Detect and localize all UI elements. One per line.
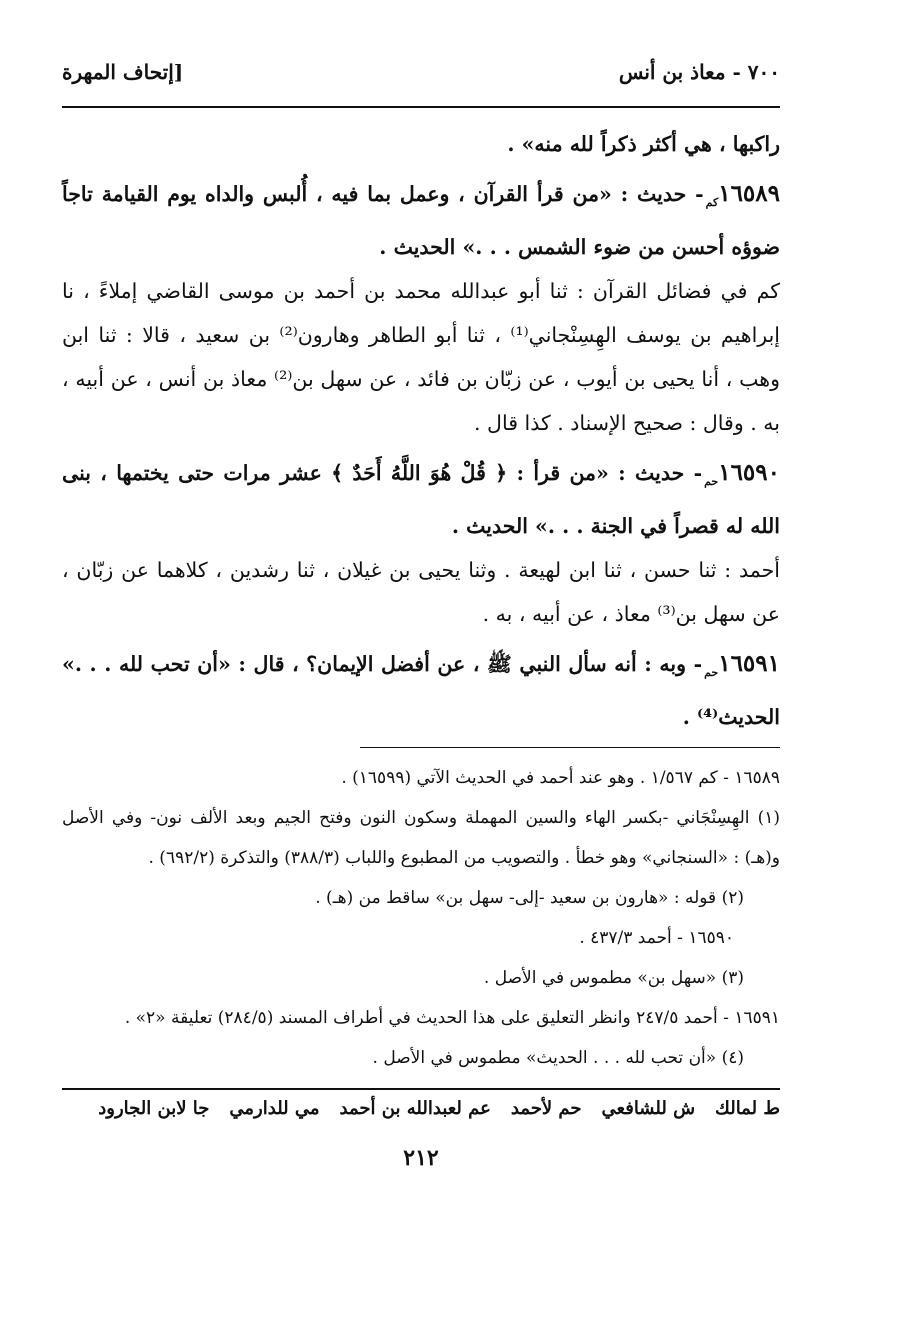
footnote: ١٦٥٩٠ - أحمد ٤٣٧/٣ .: [579, 928, 734, 949]
page-number: ٢١٢: [403, 1145, 439, 1172]
isnad-paragraph: كم في فضائل القرآن : ثنا أبو عبدالله محمد بن أحمد بن موسى القاضي إملاءً ، نا إبراهيم بن يوسف الهِسِنْجاني⁽¹⁾ ، ثنا أبو الطاهر وهارون⁽²⁾ بن سعيد ، قالا : ثنا ابن وهب ، أنا يحيى بن أيوب ، عن زبّان بن فائد ، عن سهل بن⁽²⁾ معاذ بن أنس ، عن أبيه ، به . وقال : صحيح الإسناد . كذا قال .: [62, 279, 780, 436]
hadith-text: - وبه : أنه سأل النبي ﷺ ، عن أفضل الإيمان؟ ، قال : «أن تحب لله . . .» الحديث⁽⁴⁾ .: [62, 652, 780, 730]
main-text: [62, 122, 780, 739]
abbreviation: ش للشافعي: [601, 1098, 696, 1120]
footnote: ١٦٥٨٩ - كم ١/٥٦٧ . وهو عند أحمد في الحديث الآتي (١٦٥٩٩) .: [341, 768, 780, 789]
abbreviation: حم لأحمد: [510, 1098, 582, 1120]
hadith-entry-16590: [62, 451, 780, 548]
running-header: [62, 60, 780, 108]
footnote: (٢) قوله : «هارون بن سعيد -إلى- سهل بن» ساقط من (هـ) .: [315, 888, 744, 909]
abbreviations-key: [62, 1090, 780, 1119]
source-siglum: حم: [704, 475, 719, 489]
hadith-entry-16589: [62, 172, 780, 269]
abbreviation: جا لابن الجارود: [98, 1098, 210, 1120]
header-book-title: [إتحاف المهرة: [62, 60, 184, 84]
hadith-number: ١٦٥٨٩: [718, 180, 780, 207]
hadith-number: ١٦٥٩١: [718, 650, 780, 678]
footnote-separator: [360, 747, 780, 748]
continuation-line: راكبها ، هي أكثر ذكراً لله منه» .: [507, 132, 780, 156]
footnote: (١) الهِسِنْجَاني -بكسر الهاء والسين المهملة وسكون النون وفتح الجيم وبعد الألف نون- وفي الأصل و(هـ) : «السنجاني» وهو خطأ . والتصويب من المطبوع واللباب (٣٨٨/٣) والتذكرة (٦٩٢/٢) .: [62, 808, 780, 869]
abbreviation: مي للدارمي: [229, 1098, 320, 1120]
hadith-text: - حديث : «من قرأ القرآن ، وعمل بما فيه ، أُلبس والداه يوم القيامة تاجاً ضوؤه أحسن من ضوء الشمس . . .» الحديث .: [62, 182, 780, 260]
source-siglum: كم: [705, 196, 719, 210]
abbreviation: عم لعبدالله بن أحمد: [339, 1098, 491, 1120]
hadith-text: - حديث : «من قرأ : ﴿ قُلْ هُوَ اللَّهُ أَحَدٌ ﴾ عشر مرات حتى يختمها ، بنى الله له قصراً في الجنة . . .» الحديث .: [62, 461, 780, 539]
book-page: [62, 60, 780, 1171]
footnotes: [62, 758, 780, 1078]
source-siglum: حم: [704, 666, 719, 680]
hadith-entry-16591: [62, 642, 780, 739]
footnote: (٤) «أن تحب لله . . . الحديث» مطموس في الأصل .: [372, 1048, 744, 1069]
abbreviation: ط لمالك: [715, 1098, 780, 1120]
hadith-number: ١٦٥٩٠: [718, 459, 780, 487]
footnote: ١٦٥٩١ - أحمد ٢٤٧/٥ وانظر التعليق على هذا الحديث في أطراف المسند (٢٨٤/٥) تعليقة «٢» .: [124, 1008, 780, 1029]
header-chapter: ٧٠٠ - معاذ بن أنس: [618, 60, 780, 84]
footnote: (٣) «سهل بن» مطموس في الأصل .: [483, 968, 744, 989]
isnad-paragraph: أحمد : ثنا حسن ، ثنا ابن لهيعة . وثنا يحيى بن غيلان ، ثنا رشدين ، كلاهما عن زبّان ، عن سهل بن⁽³⁾ معاذ ، عن أبيه ، به .: [62, 558, 780, 627]
